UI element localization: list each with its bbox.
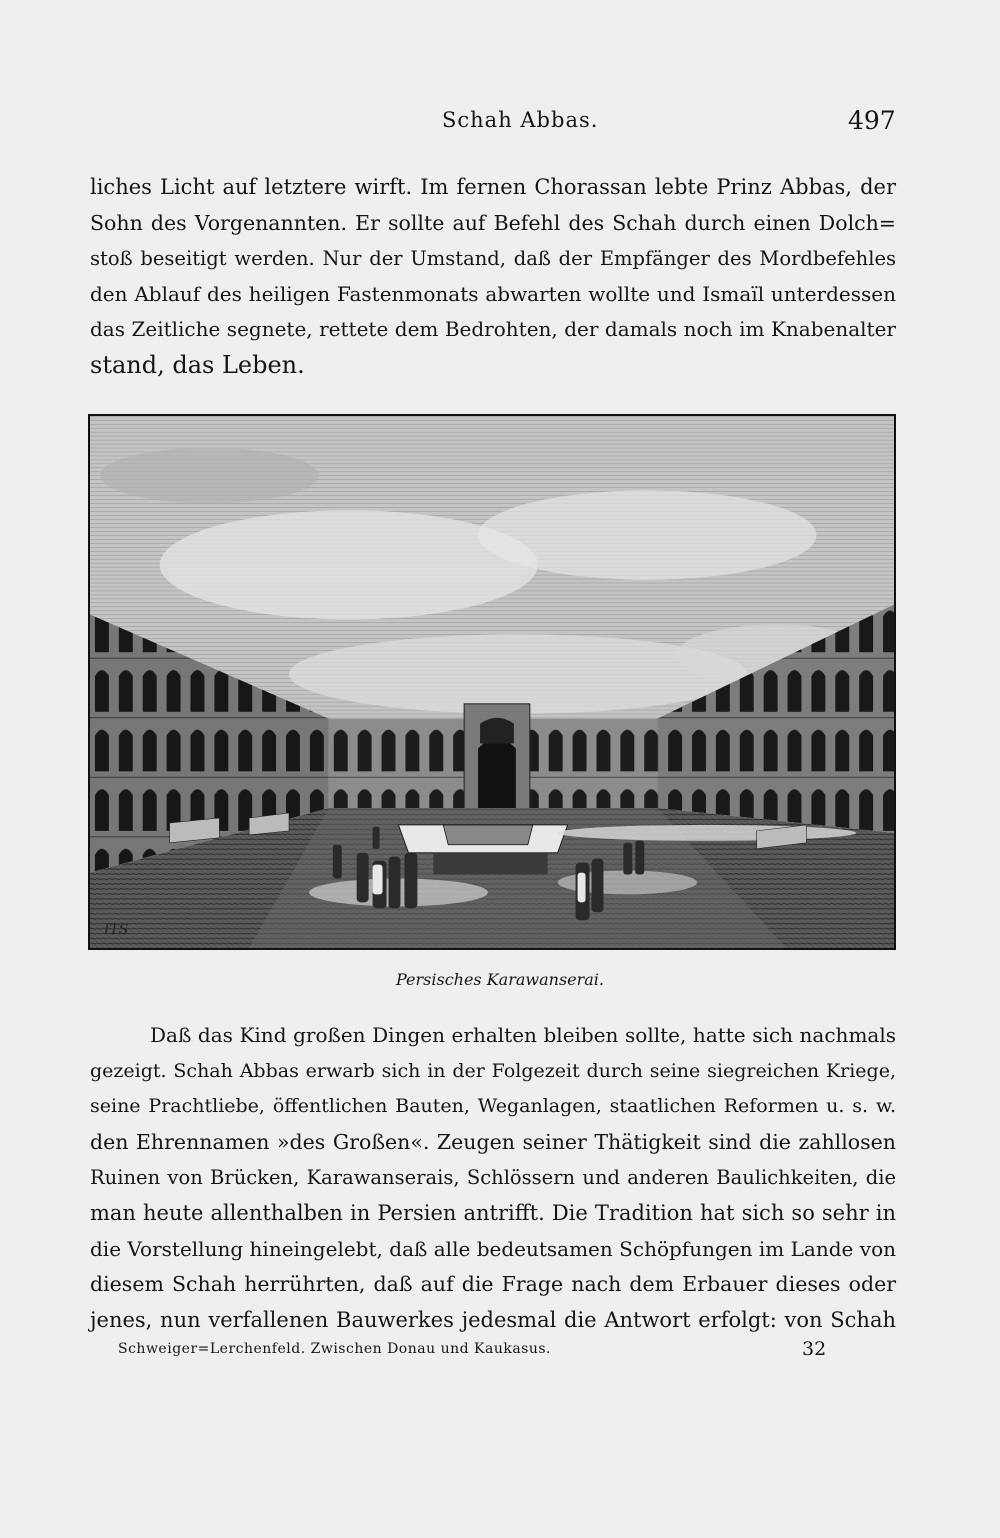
text-line: jenes, nun verfallenen Bauwerkes jedesmal die Antwort erfolgt: von Schah [90, 1307, 896, 1332]
text-line: stoß beseitigt werden. Nur der Umstand, daß der Empfänger des Mordbefehles [90, 247, 896, 271]
figure-caption: Persisches Karawanserai. [395, 970, 605, 989]
paragraph-2 [90, 1018, 896, 1338]
paragraph-1 [90, 170, 896, 384]
running-head-title: Schah Abbas. [442, 108, 599, 132]
caravanserai-engraving [88, 414, 896, 950]
text-line: seine Prachtliebe, öffentlichen Bauten, Weganlagen, staatlichen Reformen u. s. w. [90, 1095, 896, 1118]
text-line: Sohn des Vorgenannten. Er sollte auf Befehl des Schah durch einen Dolch= [90, 210, 896, 235]
text-line: Ruinen von Brücken, Karawanserais, Schlössern und anderen Baulichkeiten, die [90, 1166, 896, 1190]
page-number: 497 [848, 106, 896, 135]
footer-signature: Schweiger=Lerchenfeld. Zwischen Donau und Kaukasus. [118, 1341, 552, 1357]
text-line: den Ehrennamen »des Großen«. Zeugen seiner Thätigkeit sind die zahllosen [90, 1129, 896, 1154]
text-line: stand, das Leben. [90, 350, 305, 379]
text-line: gezeigt. Schah Abbas erwarb sich in der Folgezeit durch seine siegreichen Kriege, [90, 1059, 896, 1082]
text-line: diesem Schah herrührten, daß auf die Frage nach dem Erbauer dieses oder [90, 1272, 896, 1297]
engraving-illustration [90, 416, 894, 948]
text-line: die Vorstellung hineingelebt, daß alle bedeutsamen Schöpfungen im Lande von [90, 1236, 896, 1261]
text-line: den Ablauf des heiligen Fastenmonats abwarten wollte und Ismaïl unterdessen [90, 281, 896, 306]
text-line: liches Licht auf letztere wirft. Im fernen Chorassan lebte Prinz Abbas, der [90, 175, 896, 199]
svg-text:ITS: ITS [103, 922, 129, 939]
text-line: Daß das Kind großen Dingen erhalten bleiben sollte, hatte sich nachmals [150, 1023, 896, 1047]
sheet-number: 32 [802, 1338, 827, 1360]
text-line: das Zeitliche segnete, rettete dem Bedrohten, der damals noch im Knabenalter [90, 317, 896, 342]
text-line: man heute allenthalben in Persien antrifft. Die Tradition hat sich so sehr in [90, 1200, 896, 1225]
